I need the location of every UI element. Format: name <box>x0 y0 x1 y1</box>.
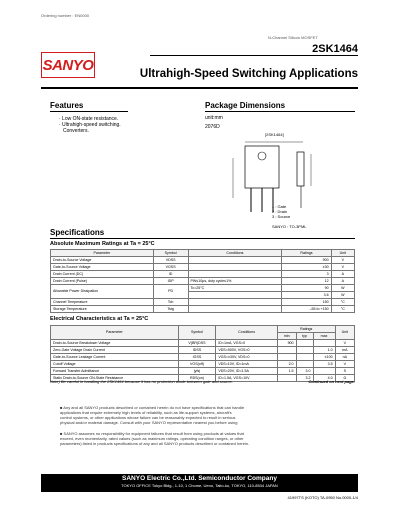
column-header: Symbol <box>178 326 216 340</box>
column-header: Symbol <box>153 250 188 257</box>
header-rule <box>150 55 358 56</box>
table-cell: Forward Transfer Admittance <box>51 368 179 375</box>
table-cell: 2.0 <box>277 361 296 368</box>
pin-item: 3 : Source <box>272 214 291 219</box>
disclaimer-line: applications that require extremely high levels of reliability, such as life-support systems, aircraft's <box>60 410 232 415</box>
table-cell: 3.0 <box>296 368 313 375</box>
features-list <box>59 116 121 134</box>
footer-company: SANYO Electric Co.,Ltd. Semiconductor Company <box>122 475 277 482</box>
electrical-characteristics-table <box>50 325 355 382</box>
table-cell: A <box>331 271 354 278</box>
table-cell: Zero-Gate Voltage Drain Current <box>51 347 179 354</box>
table-cell: 900 <box>282 257 331 264</box>
table-cell: 4.0 <box>313 375 335 382</box>
disclaimer-line: control systems, or other applications whose failure can be reasonably expected to result in serious <box>60 415 236 420</box>
table-cell: 3 <box>282 271 331 278</box>
features-heading: Features <box>50 101 84 110</box>
table-cell: 150 <box>282 299 331 306</box>
table-cell: 3.5 <box>313 361 335 368</box>
table-cell: ±30 <box>282 264 331 271</box>
device-type-note: N-Channel Silicon MOSFET <box>268 35 318 40</box>
abs-max-ratings-table <box>50 249 355 313</box>
column-header: Conditions <box>216 326 278 340</box>
table-cell: VGS=±30V, VDS=0 <box>216 354 278 361</box>
pin-list <box>272 204 290 219</box>
disclaimer-block <box>60 405 345 446</box>
table-cell: Allowable Power Dissipation <box>51 285 154 299</box>
disclaimer-line: exceed, even momentarily, rated values (such as maximum ratings, operating condition ranges, or other <box>60 436 244 441</box>
table-row <box>51 264 355 271</box>
table-cell: W <box>331 292 354 299</box>
page-title: Ultrahigh-Speed Switching Applications <box>139 68 358 80</box>
table-cell: Gate-to-Source Leakage Current <box>51 354 179 361</box>
table-row <box>51 354 355 361</box>
package-unit: unit:mm <box>205 115 223 121</box>
table-row <box>51 340 355 347</box>
specifications-heading: Specifications <box>50 228 105 237</box>
table-cell: ID=1mA, VGS=0 <box>216 340 278 347</box>
pin-item: 2 : Drain <box>272 209 288 214</box>
table-row <box>51 368 355 375</box>
package-rule <box>205 111 355 112</box>
handling-note: Note) Be careful in handling the 2SK1464 because it has no protection diode between gate and source. <box>50 379 233 384</box>
table-cell: –55 to +150 <box>282 306 331 313</box>
footer-banner <box>41 474 358 492</box>
electrical-characteristics-heading: Electrical Characteristics at Ta = 25°C <box>50 316 149 322</box>
table-row <box>51 257 355 264</box>
table-cell <box>188 257 282 264</box>
table-cell: 1.0 <box>313 347 335 354</box>
table-cell: Tstg <box>153 306 188 313</box>
column-header: Parameter <box>51 326 179 340</box>
table-cell: 3.6 <box>282 292 331 299</box>
table-cell <box>188 299 282 306</box>
table-cell <box>296 361 313 368</box>
table-cell <box>277 375 296 382</box>
column-header: Conditions <box>188 250 282 257</box>
table-row <box>51 285 355 292</box>
table-cell <box>188 306 282 313</box>
feature-item: · Ultrahigh-speed switching. <box>59 122 121 128</box>
table-cell: Static Drain-to-Source ON-State Resistance <box>51 375 179 382</box>
continued-note: Continued on next page. <box>308 379 355 384</box>
table-cell: VDS=900V, VGS=0 <box>216 347 278 354</box>
footer-document-code: 41997TS (KOTO) TA-0950 No.0000-1/4 <box>287 495 358 500</box>
sanyo-logo: SANYO <box>41 52 95 78</box>
table-cell <box>277 354 296 361</box>
column-header: Ratings <box>282 250 331 257</box>
column-header: Parameter <box>51 250 154 257</box>
table-row <box>51 361 355 368</box>
table-row <box>51 347 355 354</box>
table-cell: mA <box>335 347 354 354</box>
table-cell <box>277 347 296 354</box>
table-cell <box>296 340 313 347</box>
table-cell: V(BR)DSS <box>178 340 216 347</box>
table-cell: Ω <box>335 375 354 382</box>
table-cell: V <box>335 340 354 347</box>
disclaimer-line: ■ SANYO assumes no responsibility for equipment failures that result from using products at values that <box>60 431 244 436</box>
table-cell: ±100 <box>313 354 335 361</box>
title-rule <box>41 87 358 89</box>
table-cell <box>188 292 282 299</box>
table-cell: RDS(on) <box>178 375 216 382</box>
table-cell: VDSS <box>153 257 188 264</box>
disclaimer-line: ■ Any and all SANYO products described or contained herein do not have specifications that can handle <box>60 405 245 410</box>
table-cell: VDS=20V, ID=1.5A <box>216 368 278 375</box>
disclaimer-line: parameters) listed in products specifications of any and all SANYO products described or contained herein. <box>60 441 250 446</box>
table-cell <box>313 368 335 375</box>
package-drawing-label: [2SK1464] <box>265 132 284 137</box>
package-heading: Package Dimensions <box>205 101 286 110</box>
column-header: Ratings <box>277 326 335 333</box>
table-cell: V <box>331 264 354 271</box>
table-cell: °C <box>331 299 354 306</box>
table-row <box>51 306 355 313</box>
table-cell: VGSS <box>153 264 188 271</box>
table-cell: Channel Temperature <box>51 299 154 306</box>
table-row <box>51 278 355 285</box>
column-header: typ <box>296 333 313 340</box>
table-cell: 12 <box>282 278 331 285</box>
table-cell: A <box>331 278 354 285</box>
package-code: 2076D <box>205 124 220 130</box>
table-cell: Tc=25°C <box>188 285 282 292</box>
pin-item: 1 : Gate <box>272 204 287 209</box>
table-cell <box>188 271 282 278</box>
table-cell: 900 <box>277 340 296 347</box>
feature-item: · Low ON-state resistance. <box>59 116 119 122</box>
table-cell <box>296 347 313 354</box>
feature-item: Converters. <box>63 128 89 134</box>
table-header-row <box>51 326 355 333</box>
table-cell: Storage Temperature <box>51 306 154 313</box>
table-cell: Drain-to-Source Voltage <box>51 257 154 264</box>
abs-max-ratings-heading: Absolute Maximum Ratings at Ta = 25°C <box>50 241 155 247</box>
table-cell: Drain Current (Pulse) <box>51 278 154 285</box>
table-cell: IDP <box>153 278 188 285</box>
table-cell <box>188 264 282 271</box>
table-cell: PW≤10μs, duty cycle≤1% <box>188 278 282 285</box>
table-cell: W <box>331 285 354 292</box>
table-cell: Gate-to-Source Voltage <box>51 264 154 271</box>
table-cell: nA <box>335 354 354 361</box>
table-header-row <box>51 250 355 257</box>
table-cell <box>313 340 335 347</box>
column-header: Unit <box>335 326 354 340</box>
table-cell: IGSS <box>178 354 216 361</box>
table-cell: 3.2 <box>296 375 313 382</box>
table-row <box>51 271 355 278</box>
table-cell: °C <box>331 306 354 313</box>
table-cell: ID=1.5A, VGS=10V <box>216 375 278 382</box>
package-name: SANYO : TO-3PML <box>272 224 307 229</box>
table-cell: Drain Current (DC) <box>51 271 154 278</box>
table-cell: V <box>335 361 354 368</box>
column-header: min <box>277 333 296 340</box>
table-cell: 90 <box>282 285 331 292</box>
table-cell: 1.5 <box>277 368 296 375</box>
table-cell <box>296 354 313 361</box>
table-cell: VDS=10V, ID=1mA <box>216 361 278 368</box>
column-header: Unit <box>331 250 354 257</box>
table-cell: Cutoff Voltage <box>51 361 179 368</box>
table-cell: Drain-to-Source Breakdown Voltage <box>51 340 179 347</box>
disclaimer-line: physical and/or material damage. Consult with your SANYO representative nearest you before using <box>60 420 238 425</box>
features-rule <box>50 111 128 112</box>
table-cell: PD <box>153 285 188 299</box>
part-number: 2SK1464 <box>312 43 358 55</box>
table-cell: Tch <box>153 299 188 306</box>
ordering-number: Ordering number : EN0000 <box>41 13 90 18</box>
table-cell: VGS(off) <box>178 361 216 368</box>
table-cell: ID <box>153 271 188 278</box>
column-header: max <box>313 333 335 340</box>
table-cell: |yfs| <box>178 368 216 375</box>
table-cell: S <box>335 368 354 375</box>
table-row <box>51 299 355 306</box>
table-cell: IDSS <box>178 347 216 354</box>
footer-address: TOKYO OFFICE Tokyo Bldg., 1-10, 1 Chome, Ueno, Taito-ku, TOKYO, 110-8534 JAPAN <box>121 483 278 488</box>
specifications-rule <box>50 238 355 239</box>
table-cell: V <box>331 257 354 264</box>
